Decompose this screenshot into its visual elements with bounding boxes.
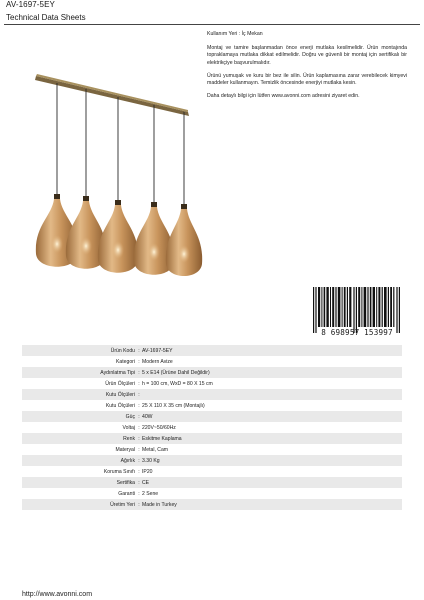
spec-separator: : — [138, 369, 140, 376]
spec-value: Metal, Cam — [142, 446, 169, 453]
document-subtitle: Technical Data Sheets — [6, 13, 86, 22]
spec-label: Renk — [123, 435, 135, 442]
cleaning-instructions: Ürünü yumuşak ve kuru bir bez ile silin. Ürün kaplamasına zarar verebilecek kimyevi maddeler kullanmayın. Temizlik öncesinde enerjiyi mutlaka kesin. — [207, 72, 407, 87]
spec-label: Kutu Ölçüleri — [105, 402, 135, 409]
spec-label: Kutu Ölçüleri — [105, 391, 135, 398]
spec-separator: : — [138, 501, 140, 508]
spec-value: AV-1697-5EY — [142, 347, 173, 354]
product-code-header: AV-1697-5EY — [6, 0, 55, 9]
spec-label: Koruma Sınıfı — [103, 468, 135, 475]
spec-row — [22, 477, 402, 488]
spec-row — [22, 499, 402, 510]
website-note: Daha detaylı bilgi için lütfen www.avonni.com adresini ziyaret edin. — [207, 93, 360, 100]
spec-label: Sertifika — [116, 479, 135, 486]
spec-label: Kategori — [116, 358, 135, 365]
spec-row — [22, 510, 402, 521]
spec-row — [22, 367, 402, 378]
header-divider — [4, 24, 420, 25]
spec-value: 25 X 110 X 35 cm (Montajlı) — [142, 402, 205, 409]
glass-shade-3 — [98, 200, 138, 273]
spec-value: 3.30 Kg — [142, 457, 160, 464]
suspension-wires — [57, 83, 184, 206]
spec-value: Modern Avize — [142, 358, 173, 365]
spec-separator: : — [138, 446, 140, 453]
spec-row — [22, 455, 402, 466]
spec-separator: : — [138, 468, 140, 475]
usage-info-block — [207, 31, 407, 106]
installation-warning: Montaj ve tamire başlanmadan önce enerji mutlaka kesilmelidir. Ürün montajında topraklamaya mutlaka dikkat edilmelidir. Doğru ve güvenli bir montaj için sertifikalı bir elektrikçiye başvurulmalıdır. — [207, 45, 407, 66]
spec-row — [22, 356, 402, 367]
spec-separator: : — [138, 435, 140, 442]
spec-value: 220V~50/60Hz — [142, 424, 176, 431]
ceiling-rod — [35, 74, 189, 116]
spec-row — [22, 345, 402, 356]
spec-separator: : — [138, 358, 140, 365]
glass-shade-5 — [166, 204, 202, 276]
spec-row — [22, 433, 402, 444]
spec-row — [22, 400, 402, 411]
spec-label: Aydınlatma Tipi — [100, 369, 135, 376]
spec-label: Ürün Kodu — [110, 347, 135, 354]
spec-separator: : — [138, 391, 140, 398]
spec-row — [22, 466, 402, 477]
spec-value: 40W — [142, 413, 153, 420]
spec-value: CE — [142, 479, 150, 486]
spec-value: Eskitme Kaplama — [142, 435, 182, 442]
spec-separator: : — [138, 490, 140, 497]
spec-label: Üretim Yeri — [110, 501, 135, 508]
spec-value: Made in Turkey — [142, 501, 177, 508]
usage-location: Kullanım Yeri : İç Mekan — [207, 31, 263, 37]
spec-separator: : — [138, 380, 140, 387]
spec-label: Voltaj — [122, 424, 135, 431]
spec-label: Ürün Ölçüleri — [105, 380, 135, 387]
spec-label: Materyal — [115, 446, 135, 453]
spec-value: 2 Sene — [142, 490, 159, 497]
spec-value: IP20 — [142, 468, 153, 475]
spec-value: h = 100 cm, WxD = 80 X 15 cm — [142, 380, 213, 387]
spec-row — [22, 378, 402, 389]
specs-table — [22, 345, 402, 521]
spec-separator: : — [138, 424, 140, 431]
spec-label: Ağırlık — [120, 457, 135, 464]
spec-row — [22, 411, 402, 422]
spec-row — [22, 422, 402, 433]
spec-row — [22, 389, 402, 400]
spec-separator: : — [138, 347, 140, 354]
spec-separator: : — [138, 413, 140, 420]
spec-row — [22, 444, 402, 455]
spec-separator: : — [138, 457, 140, 464]
spec-separator: : — [138, 402, 140, 409]
spec-separator: : — [138, 479, 140, 486]
spec-value: 5 x E14 (Ürüne Dahil Değildir) — [142, 369, 210, 376]
footer-website: http://www.avonni.com — [22, 591, 93, 598]
spec-row — [22, 488, 402, 499]
spec-label: Güç — [125, 413, 135, 420]
chandelier-illustration — [14, 66, 204, 286]
barcode-number: 8 698957 153997 — [321, 328, 393, 337]
spec-label: Garanti — [118, 490, 135, 497]
